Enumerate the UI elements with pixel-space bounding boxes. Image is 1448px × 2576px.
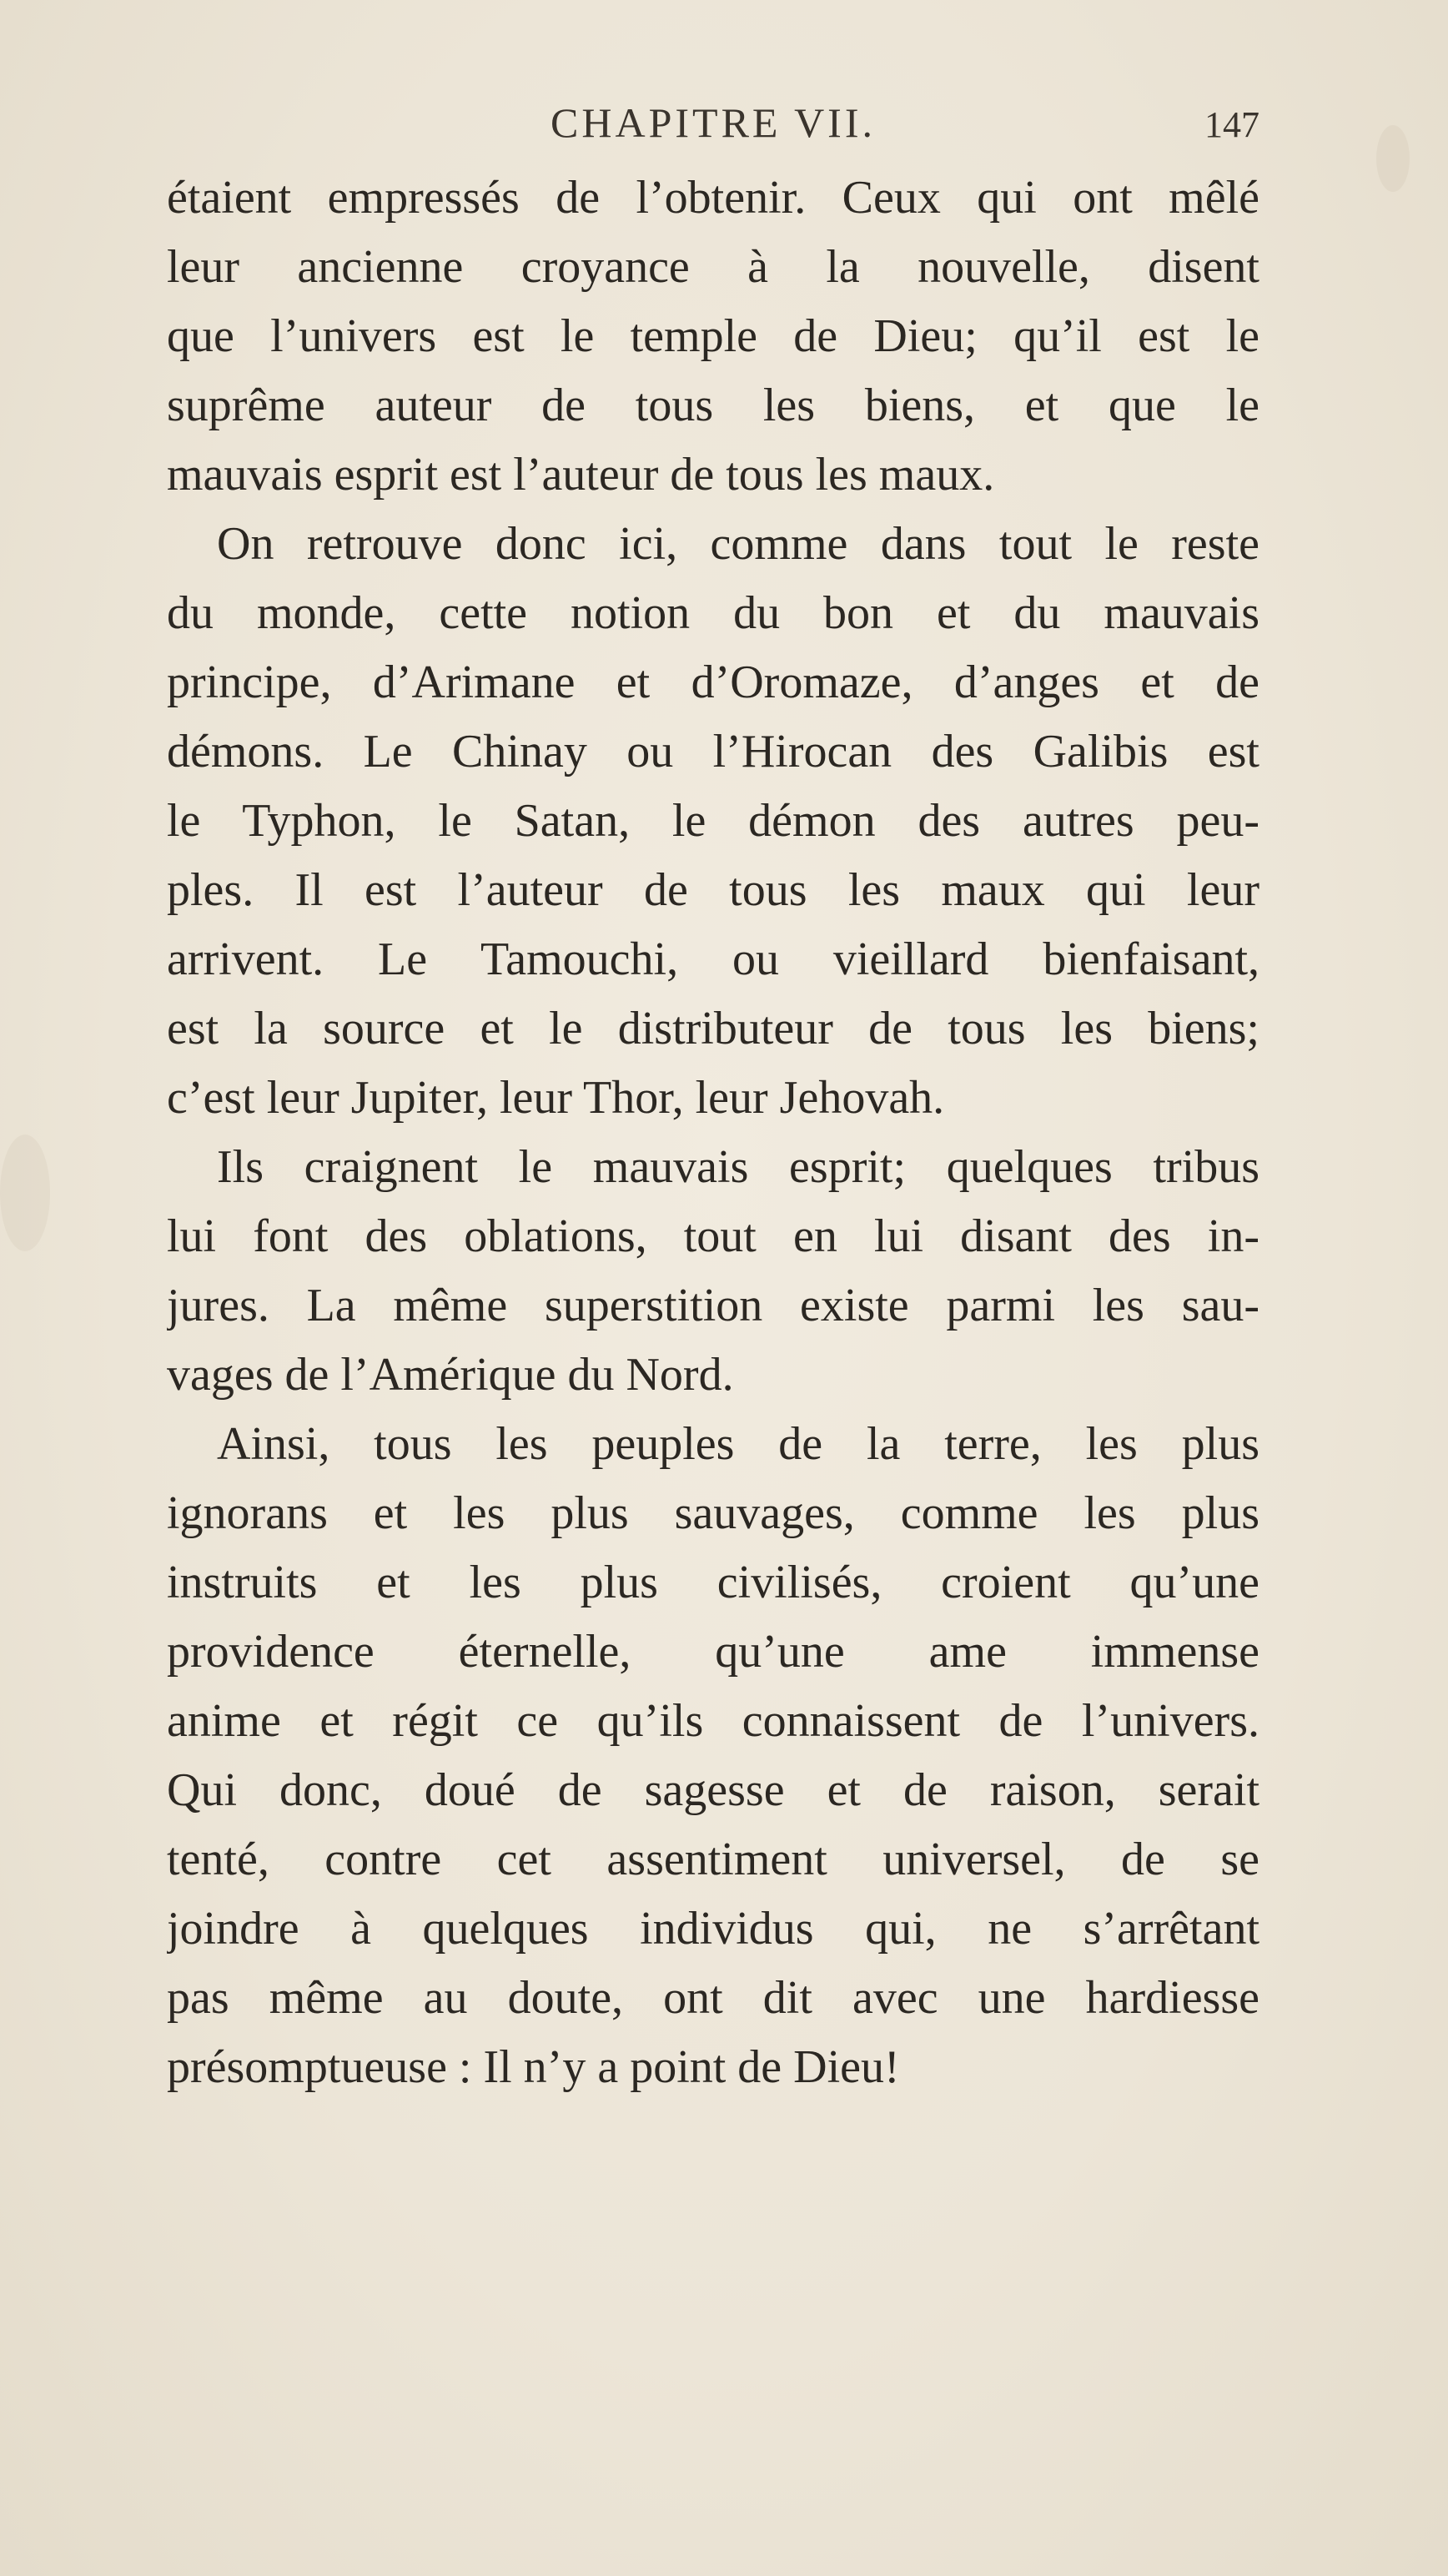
text-line: ignorans et les plus sauvages, comme les plus (167, 1487, 1259, 1539)
paper-stain (1376, 125, 1410, 192)
text-line: leur ancienne croyance à la nouvelle, disent (167, 241, 1259, 293)
text-line: suprême auteur de tous les biens, et que le (167, 380, 1259, 431)
text-line: étaient empressés de l’obtenir. Ceux qui ont mêlé (167, 172, 1259, 224)
text-line: présomptueuse : Il n’y a point de Dieu! (167, 2041, 900, 2093)
page-number: 147 (1204, 104, 1259, 145)
body-text (167, 164, 1259, 2102)
text-line: joindre à quelques individus qui, ne s’arrêtant (167, 1903, 1259, 1955)
text-line: vages de l’Amérique du Nord. (167, 1349, 734, 1401)
text-line: Ils craignent le mauvais esprit; quelques tribus (217, 1141, 1259, 1193)
text-line: ples. Il est l’auteur de tous les maux qui leur (167, 864, 1259, 916)
text-line: Ainsi, tous les peuples de la terre, les plus (217, 1418, 1259, 1470)
text-line: le Typhon, le Satan, le démon des autres peu- (167, 795, 1259, 847)
text-line: pas même au doute, ont dit avec une hardiesse (167, 1972, 1259, 2024)
running-head: CHAPITRE VII. (551, 99, 876, 146)
text-line: du monde, cette notion du bon et du mauvais (167, 587, 1259, 639)
text-line: démons. Le Chinay ou l’Hirocan des Galibis est (167, 726, 1259, 777)
text-line: jures. La même superstition existe parmi les sau- (167, 1280, 1259, 1331)
text-line: On retrouve donc ici, comme dans tout le reste (217, 518, 1259, 570)
page-header (167, 98, 1259, 165)
text-line: tenté, contre cet assentiment universel, de se (167, 1834, 1259, 1885)
paper-stain (0, 1135, 50, 1251)
text-line: arrivent. Le Tamouchi, ou vieillard bienfaisant, (167, 933, 1259, 985)
text-line: principe, d’Arimane et d’Oromaze, d’anges et de (167, 657, 1259, 708)
text-line: mauvais esprit est l’auteur de tous les maux. (167, 449, 995, 501)
text-line: est la source et le distributeur de tous les biens; (167, 1003, 1259, 1054)
text-line: anime et régit ce qu’ils connaissent de l’univers. (167, 1695, 1259, 1747)
text-line: Qui donc, doué de sagesse et de raison, serait (167, 1764, 1259, 1816)
text-line: instruits et les plus civilisés, croient qu’une (167, 1557, 1259, 1608)
text-line: providence éternelle, qu’une ame immense (167, 1626, 1259, 1678)
text-line: lui font des oblations, tout en lui disant des in- (167, 1210, 1259, 1262)
text-line: que l’univers est le temple de Dieu; qu’il est le (167, 310, 1259, 362)
text-line: c’est leur Jupiter, leur Thor, leur Jehovah. (167, 1072, 945, 1124)
